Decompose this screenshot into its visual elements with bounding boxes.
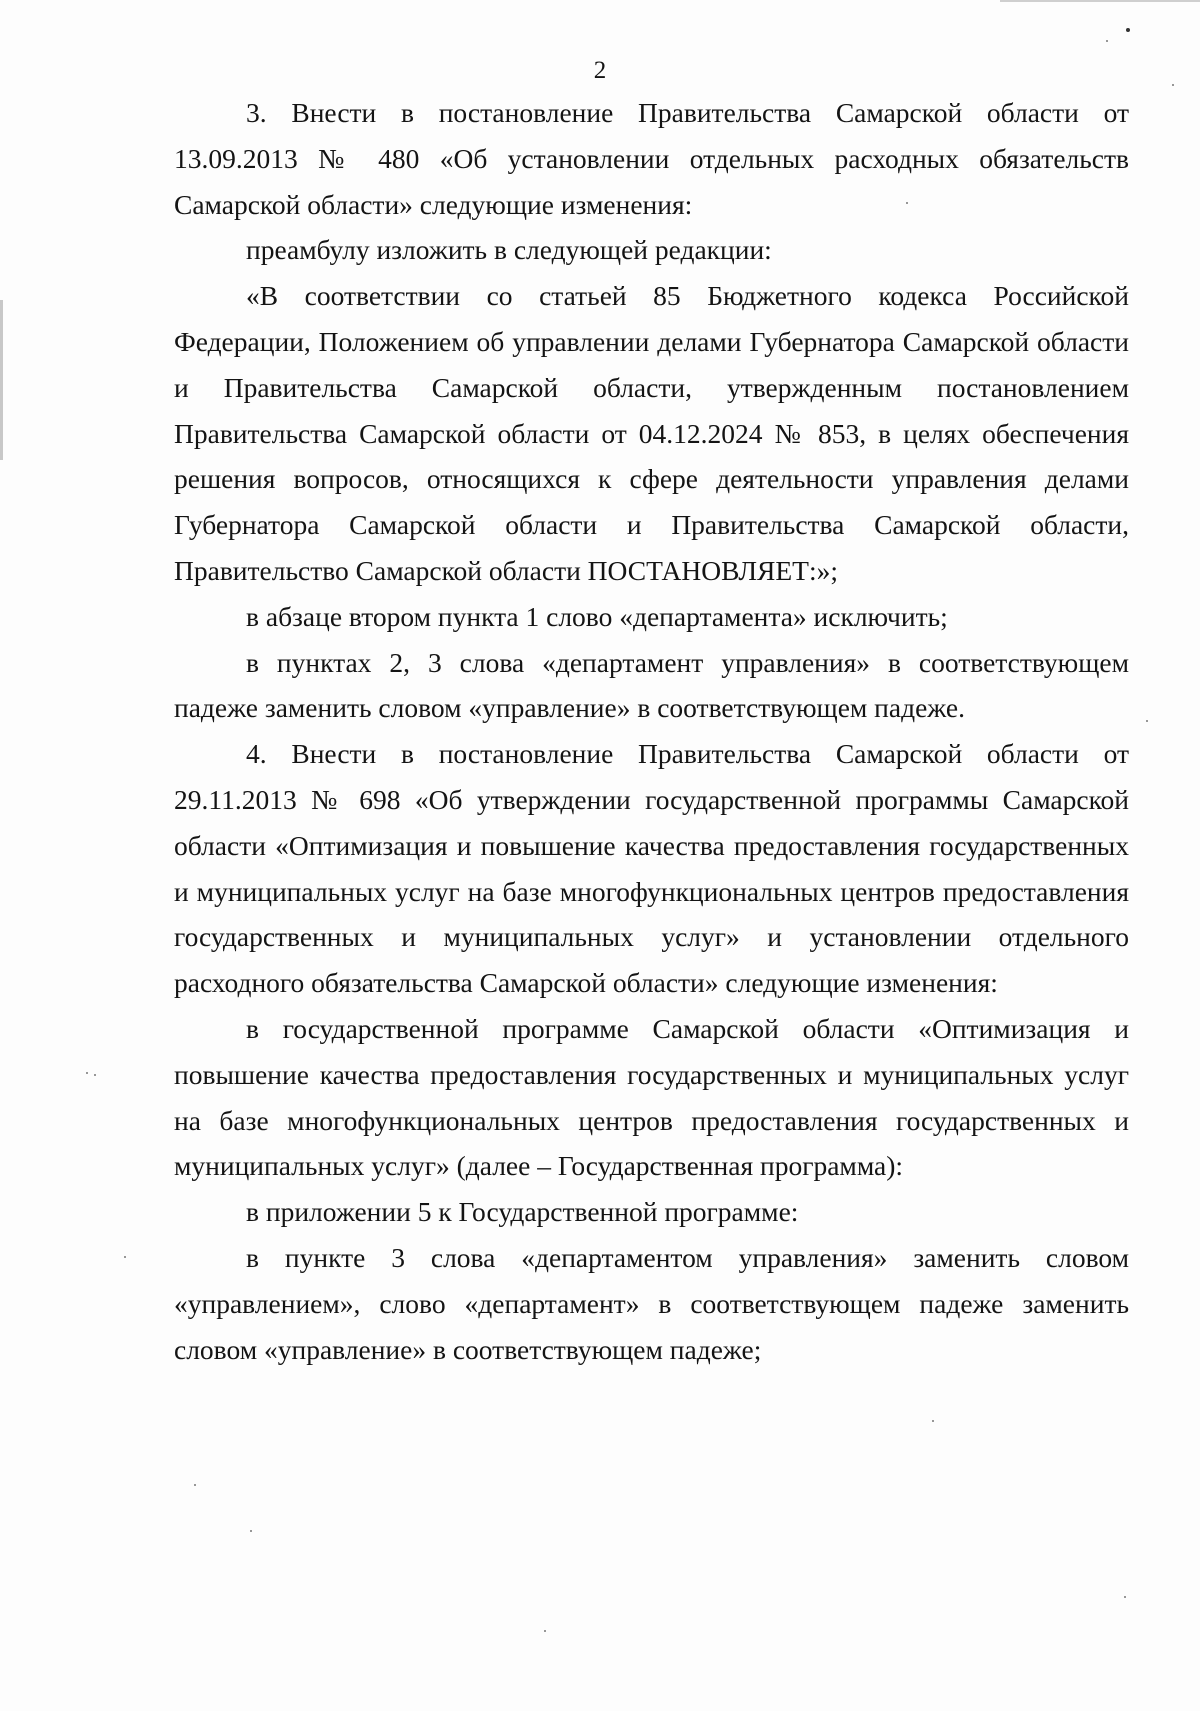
scan-speck [1124,1596,1126,1598]
paragraph-points-2-3-change: в пунктах 2, 3 слова «департамент управления» в соответствующем падеже заменить словом «управление» в соответствующем падеже. [174,646,1129,724]
scan-speck [544,1630,546,1632]
document-body [174,90,1129,1372]
paragraph-item-4: 4. Внести в постановление Правительства Самарской области от 29.11.2013 № 698 «Об утверждении государственной программы Самарской области «Оптимизация и повышение качества предоставления государственных и муниципальных услуг на базе многофункциональных центров предоставления государственных и муниципальных услуг» и установлении отдельного расходного обязательства Самарской области» следующие изменения: [174,738,1129,999]
paragraph-preamble-text: «В соответствии со статьей 85 Бюджетного кодекса Российской Федерации, Положением об управлении делами Губернатора Самарской области и Правительства Самарской области, утвержденным постановлением Правительства Самарской области от 04.12.2024 № 853, в целях обеспечения решения вопросов, относящихся к сфере деятельности управления делами Губернатора Самарской области и Правительства Самарской области, Правительство Самарской области ПОСТАНОВЛЯЕТ:»; [174,280,1129,586]
scan-edge-line [1000,0,1200,2]
paragraph-preamble-instruction: преамбулу изложить в следующей редакции: [246,234,772,266]
scan-speck [1172,84,1174,86]
paragraph-point-3-change: в пункте 3 слова «департаментом управления» заменить словом «управлением», слово «департамент» в соответствующем падеже заменить словом «управление» в соответствующем падеже; [174,1241,1129,1365]
scan-speck [124,1256,126,1258]
scan-speck [1146,720,1148,722]
scan-edge-mark [0,300,3,460]
paragraph-state-program: в государственной программе Самарской области «Оптимизация и повышение качества предоставления государственных и муниципальных услуг на базе многофункциональных центров предоставления государственных и муниципальных услуг» (далее – Государственная программа): [174,1012,1129,1182]
scan-speck [1126,28,1130,32]
scan-speck [94,1074,96,1076]
scan-speck [1106,40,1108,42]
paragraph-item-3: 3. Внести в постановление Правительства Самарской области от 13.09.2013 № 480 «Об установлении отдельных расходных обязательств Самарской области» следующие изменения: [174,97,1129,220]
scan-speck [250,1530,252,1532]
scan-speck [86,1072,88,1074]
paragraph-appendix-5: в приложении 5 к Государственной программе: [246,1196,799,1228]
paragraph-point-1-change: в абзаце втором пункта 1 слово «департамента» исключить; [246,600,948,632]
scan-speck [194,1484,196,1486]
scan-speck [906,202,908,204]
page-number: 2 [593,57,607,84]
scan-speck [932,1420,934,1422]
